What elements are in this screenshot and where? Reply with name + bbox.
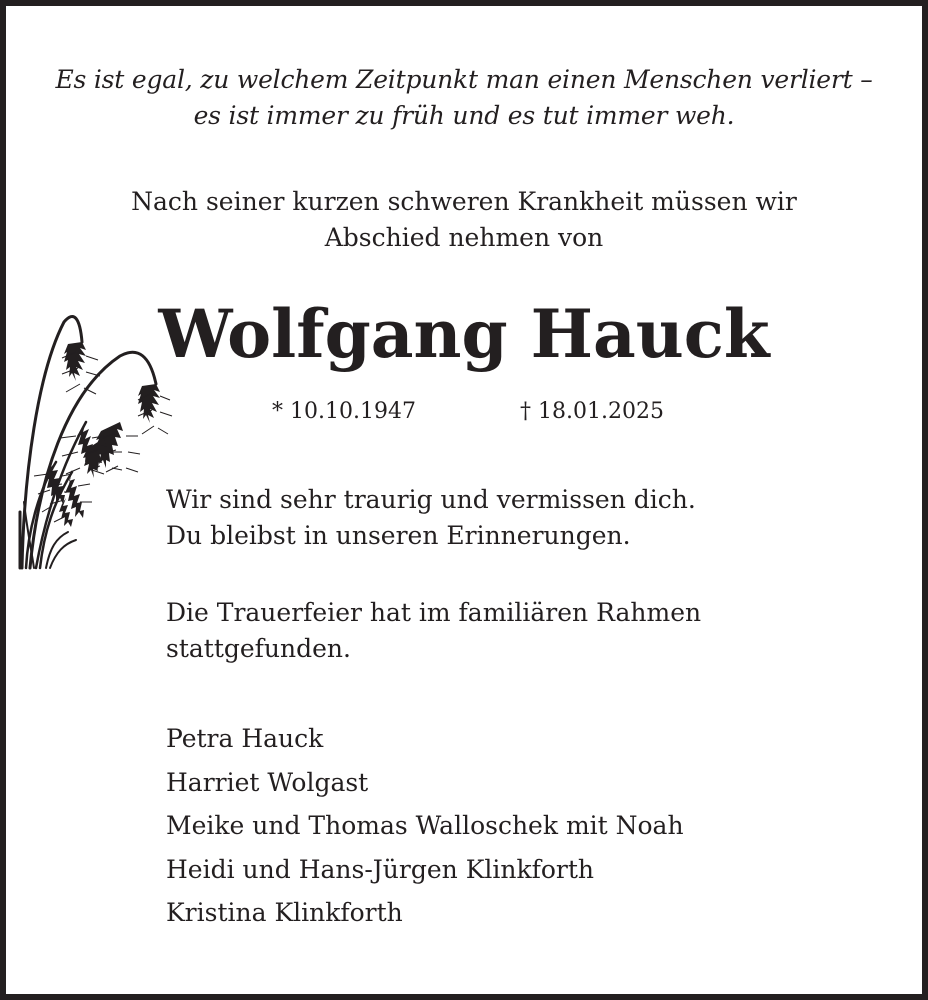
ceremony-line-1: Die Trauerfeier hat im familiären Rahmen <box>166 598 702 627</box>
mourner-name: Harriet Wolgast <box>166 767 369 797</box>
birth-date: * 10.10.1947 <box>272 399 416 424</box>
intro-line-1: Nach seiner kurzen schweren Krankheit müssen wir <box>131 187 797 216</box>
mourners-list <box>166 717 684 935</box>
quote-line-2: es ist immer zu früh und es tut immer weh. <box>193 101 735 130</box>
mourner-name: Heidi und Hans-Jürgen Klinkforth <box>166 854 595 884</box>
farewell-line-1: Wir sind sehr traurig und vermissen dich. <box>166 485 696 514</box>
mourner-name: Meike und Thomas Walloschek mit Noah <box>166 811 684 840</box>
mourner-name: Petra Hauck <box>166 724 324 753</box>
mourner-name: Kristina Klinkforth <box>166 898 403 927</box>
ceremony-note <box>166 595 701 667</box>
deceased-name: Wolfgang Hauck <box>158 295 770 373</box>
quote-line-1: Es ist egal, zu welchem Zeitpunkt man einen Menschen verliert – <box>55 65 873 94</box>
intro-line-2: Abschied nehmen von <box>324 223 604 252</box>
intro-text <box>6 184 922 256</box>
farewell-line-2: Du bleibst in unseren Erinnerungen. <box>166 521 631 550</box>
farewell-message <box>166 482 696 554</box>
opening-quote <box>6 62 922 134</box>
death-date: † 18.01.2025 <box>520 399 664 424</box>
ceremony-line-2: stattgefunden. <box>166 634 351 663</box>
